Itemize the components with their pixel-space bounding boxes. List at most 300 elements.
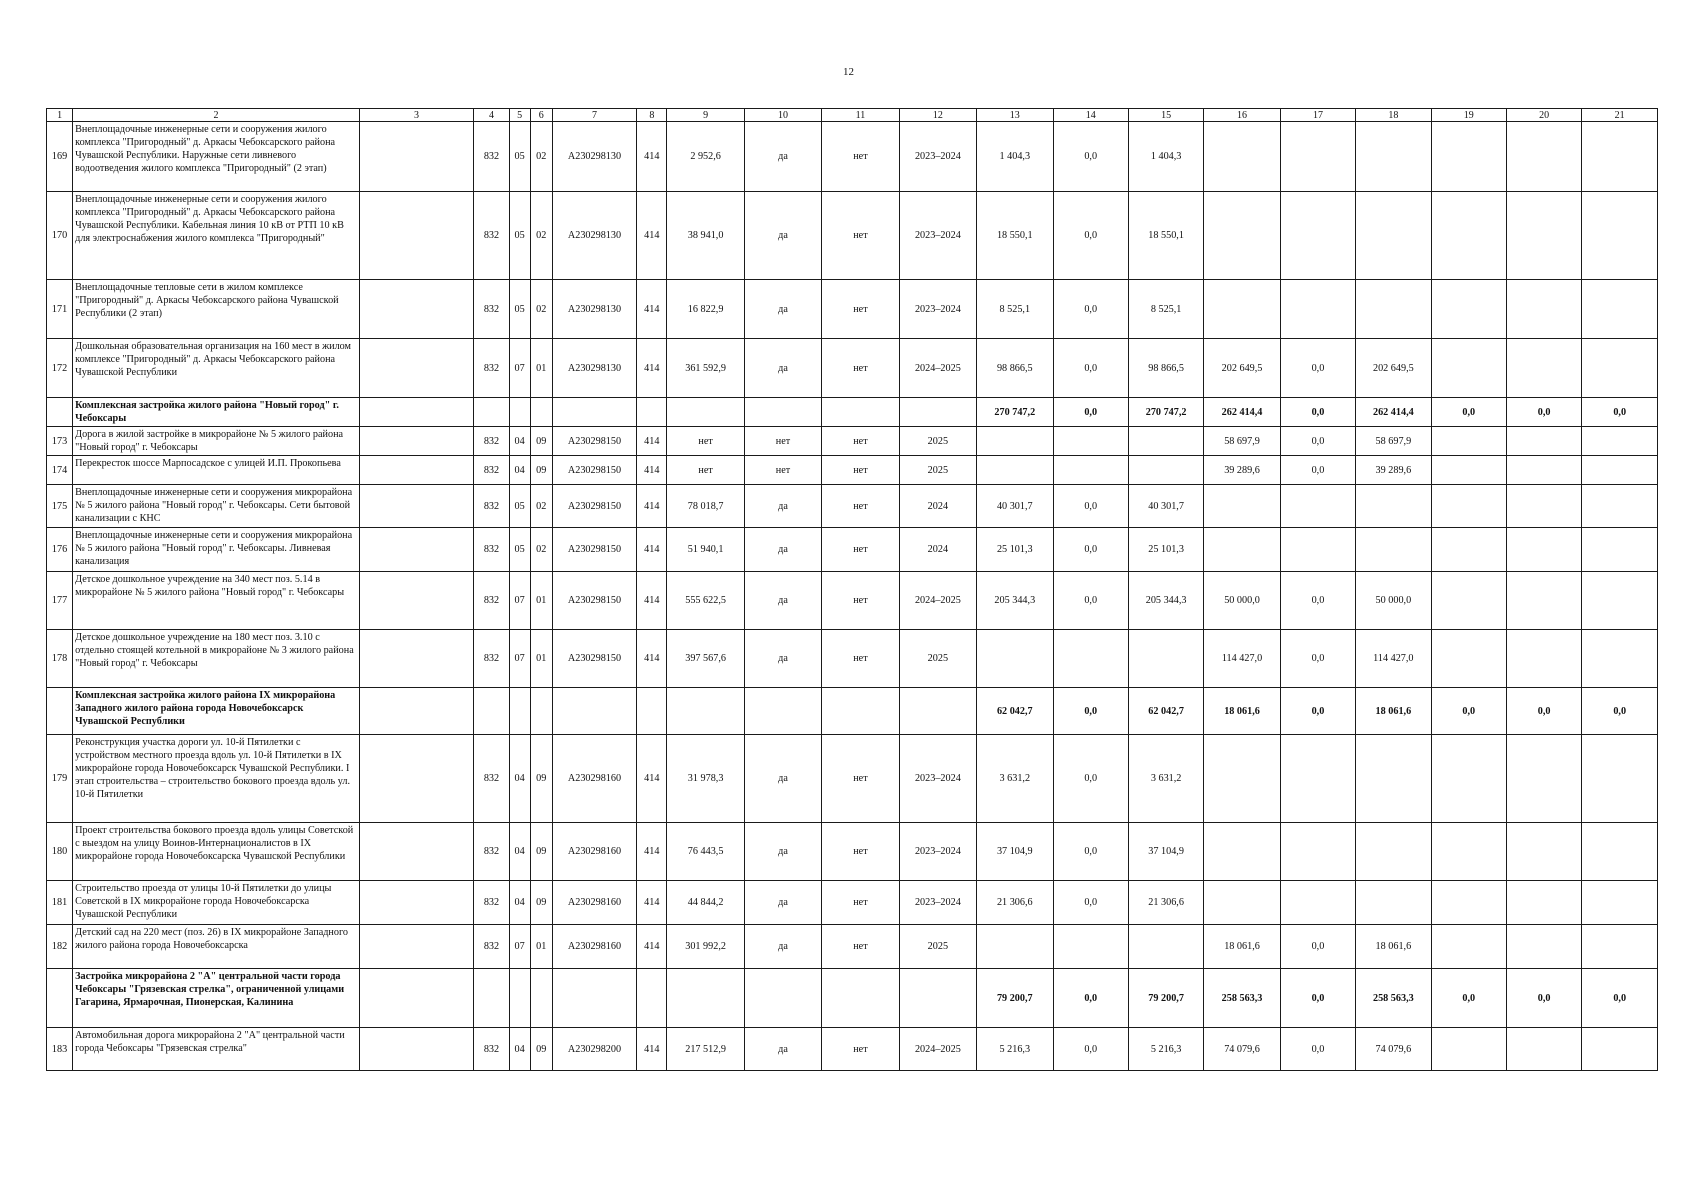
table-row bbox=[47, 339, 1658, 398]
cell-c12: 2024 bbox=[899, 528, 976, 572]
cell-c21 bbox=[1582, 339, 1658, 398]
cell-c4: 832 bbox=[474, 572, 509, 630]
cell-c10: нет bbox=[744, 456, 821, 485]
cell-c20 bbox=[1506, 823, 1581, 881]
cell-c4: 832 bbox=[474, 925, 509, 969]
table-row bbox=[47, 122, 1658, 192]
cell-c18: 18 061,6 bbox=[1356, 925, 1431, 969]
cell-c18: 258 563,3 bbox=[1356, 969, 1431, 1028]
cell-c20 bbox=[1506, 192, 1581, 280]
cell-c4: 832 bbox=[474, 823, 509, 881]
cell-c16 bbox=[1204, 528, 1280, 572]
cell-c7 bbox=[552, 969, 636, 1028]
object-name: Внеплощадочные инженерные сети и сооружения жилого комплекса "Пригородный" д. Аркасы Чебоксарского района Чувашской Республики. Наружные сети ливневого водоотведения жилого комплекса "Пригородный" (2 этап) bbox=[73, 122, 360, 192]
row-number: 178 bbox=[47, 630, 73, 688]
cell-c8: 414 bbox=[637, 735, 667, 823]
cell-c18: 114 427,0 bbox=[1356, 630, 1431, 688]
cell-c20 bbox=[1506, 881, 1581, 925]
cell-c17 bbox=[1280, 528, 1355, 572]
cell-c5: 07 bbox=[509, 630, 530, 688]
cell-c6 bbox=[530, 969, 552, 1028]
cell-c19: 0,0 bbox=[1431, 398, 1506, 427]
cell-c5: 07 bbox=[509, 339, 530, 398]
cell-c16: 202 649,5 bbox=[1204, 339, 1280, 398]
object-name: Детское дошкольное учреждение на 180 мест поз. 3.10 с отдельно стоящей котельной в микрорайоне № 3 жилого района "Новый город" г. Чебоксары bbox=[73, 630, 360, 688]
cell-c3 bbox=[359, 969, 474, 1028]
cell-c12: 2025 bbox=[899, 456, 976, 485]
cell-c15: 62 042,7 bbox=[1128, 688, 1203, 735]
cell-c17 bbox=[1280, 881, 1355, 925]
cell-c13: 270 747,2 bbox=[977, 398, 1053, 427]
row-number: 174 bbox=[47, 456, 73, 485]
object-name: Комплексная застройка жилого района "Новый город" г. Чебоксары bbox=[73, 398, 360, 427]
row-number: 175 bbox=[47, 485, 73, 528]
cell-c14: 0,0 bbox=[1053, 485, 1128, 528]
cell-c12: 2024–2025 bbox=[899, 339, 976, 398]
cell-c10: да bbox=[744, 485, 821, 528]
cell-c17: 0,0 bbox=[1280, 688, 1355, 735]
cell-c13: 21 306,6 bbox=[977, 881, 1053, 925]
cell-c4: 832 bbox=[474, 1028, 509, 1071]
cell-c19 bbox=[1431, 735, 1506, 823]
cell-c6: 02 bbox=[530, 122, 552, 192]
cell-c8: 414 bbox=[637, 339, 667, 398]
cell-c15: 270 747,2 bbox=[1128, 398, 1203, 427]
cell-c13: 62 042,7 bbox=[977, 688, 1053, 735]
cell-c14: 0,0 bbox=[1053, 398, 1128, 427]
cell-c8: 414 bbox=[637, 823, 667, 881]
cell-c6 bbox=[530, 398, 552, 427]
cell-c21: 0,0 bbox=[1582, 688, 1658, 735]
cell-c13: 40 301,7 bbox=[977, 485, 1053, 528]
cell-c14: 0,0 bbox=[1053, 735, 1128, 823]
cell-c19 bbox=[1431, 192, 1506, 280]
cell-c20 bbox=[1506, 456, 1581, 485]
cell-c19 bbox=[1431, 823, 1506, 881]
object-name: Проект строительства бокового проезда вдоль улицы Советской с выездом на улицу Воинов-Интернационалистов в IX микрорайоне города Новочебоксарска Чувашской Республики bbox=[73, 823, 360, 881]
table-row bbox=[47, 528, 1658, 572]
cell-c9 bbox=[667, 398, 744, 427]
cell-c18 bbox=[1356, 528, 1431, 572]
column-header: 15 bbox=[1128, 109, 1203, 122]
cell-c3 bbox=[359, 881, 474, 925]
column-header: 1 bbox=[47, 109, 73, 122]
cell-c4 bbox=[474, 398, 509, 427]
page-number: 12 bbox=[843, 66, 854, 78]
cell-c20 bbox=[1506, 427, 1581, 456]
cell-c21 bbox=[1582, 427, 1658, 456]
cell-c20 bbox=[1506, 280, 1581, 339]
table-row bbox=[47, 427, 1658, 456]
cell-c18: 202 649,5 bbox=[1356, 339, 1431, 398]
cell-c6: 02 bbox=[530, 192, 552, 280]
column-header: 14 bbox=[1053, 109, 1128, 122]
cell-c8: 414 bbox=[637, 192, 667, 280]
cell-c4: 832 bbox=[474, 280, 509, 339]
cell-c17: 0,0 bbox=[1280, 427, 1355, 456]
cell-c8: 414 bbox=[637, 572, 667, 630]
object-name: Автомобильная дорога микрорайона 2 "А" центральной части города Чебоксары "Грязевская стрелка" bbox=[73, 1028, 360, 1071]
column-header: 11 bbox=[822, 109, 899, 122]
cell-c11 bbox=[822, 969, 899, 1028]
cell-c7: А230298150 bbox=[552, 456, 636, 485]
cell-c21 bbox=[1582, 485, 1658, 528]
cell-c14 bbox=[1053, 925, 1128, 969]
cell-c15: 3 631,2 bbox=[1128, 735, 1203, 823]
cell-c15 bbox=[1128, 630, 1203, 688]
cell-c3 bbox=[359, 192, 474, 280]
cell-c19 bbox=[1431, 456, 1506, 485]
cell-c6: 02 bbox=[530, 528, 552, 572]
cell-c5 bbox=[509, 969, 530, 1028]
cell-c17 bbox=[1280, 823, 1355, 881]
cell-c21 bbox=[1582, 456, 1658, 485]
cell-c19 bbox=[1431, 881, 1506, 925]
cell-c19 bbox=[1431, 339, 1506, 398]
cell-c12: 2023–2024 bbox=[899, 280, 976, 339]
cell-c7: А230298130 bbox=[552, 192, 636, 280]
cell-c5: 05 bbox=[509, 122, 530, 192]
table-row bbox=[47, 192, 1658, 280]
cell-c3 bbox=[359, 122, 474, 192]
cell-c4: 832 bbox=[474, 427, 509, 456]
cell-c3 bbox=[359, 398, 474, 427]
cell-c9: 2 952,6 bbox=[667, 122, 744, 192]
cell-c16 bbox=[1204, 192, 1280, 280]
cell-c10 bbox=[744, 688, 821, 735]
cell-c20 bbox=[1506, 528, 1581, 572]
cell-c14: 0,0 bbox=[1053, 122, 1128, 192]
object-name: Строительство проезда от улицы 10-й Пятилетки до улицы Советской в IX микрорайоне города Новочебоксарска Чувашской Республики bbox=[73, 881, 360, 925]
row-number: 170 bbox=[47, 192, 73, 280]
row-number: 181 bbox=[47, 881, 73, 925]
cell-c10: да bbox=[744, 122, 821, 192]
cell-c15: 1 404,3 bbox=[1128, 122, 1203, 192]
cell-c10: да bbox=[744, 572, 821, 630]
cell-c16: 114 427,0 bbox=[1204, 630, 1280, 688]
column-header: 8 bbox=[637, 109, 667, 122]
cell-c4 bbox=[474, 969, 509, 1028]
cell-c11: нет bbox=[822, 528, 899, 572]
column-header: 12 bbox=[899, 109, 976, 122]
cell-c11: нет bbox=[822, 427, 899, 456]
cell-c6: 02 bbox=[530, 280, 552, 339]
cell-c18: 18 061,6 bbox=[1356, 688, 1431, 735]
cell-c3 bbox=[359, 735, 474, 823]
cell-c8: 414 bbox=[637, 881, 667, 925]
cell-c6: 09 bbox=[530, 735, 552, 823]
table-row bbox=[47, 456, 1658, 485]
cell-c4: 832 bbox=[474, 485, 509, 528]
cell-c18: 39 289,6 bbox=[1356, 456, 1431, 485]
cell-c21 bbox=[1582, 122, 1658, 192]
cell-c17: 0,0 bbox=[1280, 925, 1355, 969]
object-name: Застройка микрорайона 2 "А" центральной части города Чебоксары "Грязевская стрелка", ограниченной улицами Гагарина, Ярмарочная, Пионерская, Калинина bbox=[73, 969, 360, 1028]
cell-c9: нет bbox=[667, 456, 744, 485]
row-number: 176 bbox=[47, 528, 73, 572]
cell-c9 bbox=[667, 969, 744, 1028]
cell-c9: 44 844,2 bbox=[667, 881, 744, 925]
cell-c13 bbox=[977, 456, 1053, 485]
cell-c19 bbox=[1431, 485, 1506, 528]
cell-c12 bbox=[899, 398, 976, 427]
cell-c7: А230298160 bbox=[552, 735, 636, 823]
cell-c10: да bbox=[744, 735, 821, 823]
cell-c6: 01 bbox=[530, 630, 552, 688]
cell-c16: 58 697,9 bbox=[1204, 427, 1280, 456]
group-row bbox=[47, 398, 1658, 427]
table-row bbox=[47, 485, 1658, 528]
cell-c17: 0,0 bbox=[1280, 630, 1355, 688]
cell-c3 bbox=[359, 688, 474, 735]
cell-c19 bbox=[1431, 630, 1506, 688]
cell-c10: да bbox=[744, 280, 821, 339]
cell-c17: 0,0 bbox=[1280, 1028, 1355, 1071]
cell-c14 bbox=[1053, 630, 1128, 688]
cell-c7 bbox=[552, 688, 636, 735]
table-row bbox=[47, 823, 1658, 881]
cell-c14: 0,0 bbox=[1053, 881, 1128, 925]
cell-c19 bbox=[1431, 122, 1506, 192]
cell-c13: 37 104,9 bbox=[977, 823, 1053, 881]
cell-c5: 07 bbox=[509, 925, 530, 969]
cell-c15: 98 866,5 bbox=[1128, 339, 1203, 398]
cell-c8: 414 bbox=[637, 456, 667, 485]
cell-c18 bbox=[1356, 881, 1431, 925]
cell-c7: А230298150 bbox=[552, 528, 636, 572]
cell-c16: 74 079,6 bbox=[1204, 1028, 1280, 1071]
cell-c15 bbox=[1128, 925, 1203, 969]
cell-c15: 40 301,7 bbox=[1128, 485, 1203, 528]
cell-c17 bbox=[1280, 122, 1355, 192]
cell-c14: 0,0 bbox=[1053, 339, 1128, 398]
object-name: Детский сад на 220 мест (поз. 26) в IX микрорайоне Западного жилого района города Новочебоксарска bbox=[73, 925, 360, 969]
cell-c17 bbox=[1280, 485, 1355, 528]
table-row bbox=[47, 280, 1658, 339]
column-header: 6 bbox=[530, 109, 552, 122]
table-row bbox=[47, 1028, 1658, 1071]
cell-c5: 05 bbox=[509, 192, 530, 280]
object-name: Внеплощадочные тепловые сети в жилом комплексе "Пригородный" д. Аркасы Чебоксарского района Чувашской Республики (2 этап) bbox=[73, 280, 360, 339]
cell-c11: нет bbox=[822, 456, 899, 485]
cell-c20 bbox=[1506, 925, 1581, 969]
table-body bbox=[47, 109, 1658, 1071]
cell-c15: 5 216,3 bbox=[1128, 1028, 1203, 1071]
cell-c6: 09 bbox=[530, 823, 552, 881]
cell-c13: 98 866,5 bbox=[977, 339, 1053, 398]
cell-c15: 205 344,3 bbox=[1128, 572, 1203, 630]
object-name: Комплексная застройка жилого района IX микрорайона Западного жилого района города Новочебоксарск Чувашской Республики bbox=[73, 688, 360, 735]
cell-c14: 0,0 bbox=[1053, 969, 1128, 1028]
cell-c18 bbox=[1356, 485, 1431, 528]
cell-c3 bbox=[359, 572, 474, 630]
row-number: 183 bbox=[47, 1028, 73, 1071]
cell-c11: нет bbox=[822, 823, 899, 881]
cell-c16: 18 061,6 bbox=[1204, 688, 1280, 735]
cell-c6: 01 bbox=[530, 925, 552, 969]
cell-c21 bbox=[1582, 280, 1658, 339]
cell-c5: 05 bbox=[509, 485, 530, 528]
cell-c16: 18 061,6 bbox=[1204, 925, 1280, 969]
table-row bbox=[47, 881, 1658, 925]
cell-c7: А230298200 bbox=[552, 1028, 636, 1071]
cell-c21 bbox=[1582, 192, 1658, 280]
column-header: 5 bbox=[509, 109, 530, 122]
cell-c11: нет bbox=[822, 339, 899, 398]
header-row bbox=[47, 109, 1658, 122]
cell-c14: 0,0 bbox=[1053, 572, 1128, 630]
cell-c12: 2023–2024 bbox=[899, 192, 976, 280]
cell-c7: А230298150 bbox=[552, 630, 636, 688]
cell-c13: 3 631,2 bbox=[977, 735, 1053, 823]
cell-c19 bbox=[1431, 925, 1506, 969]
cell-c15 bbox=[1128, 456, 1203, 485]
cell-c20: 0,0 bbox=[1506, 969, 1581, 1028]
cell-c10 bbox=[744, 969, 821, 1028]
object-name: Реконструкция участка дороги ул. 10-й Пятилетки с устройством местного проезда вдоль ул. 10-й Пятилетки в IX микрорайоне города Новочебоксарск Чувашской Республики. I этап строительства – строительство бокового проезда вдоль ул. 10-й Пятилетки bbox=[73, 735, 360, 823]
cell-c13: 25 101,3 bbox=[977, 528, 1053, 572]
cell-c15: 37 104,9 bbox=[1128, 823, 1203, 881]
cell-c5: 04 bbox=[509, 456, 530, 485]
row-number: 172 bbox=[47, 339, 73, 398]
cell-c18 bbox=[1356, 122, 1431, 192]
row-number bbox=[47, 969, 73, 1028]
cell-c3 bbox=[359, 528, 474, 572]
cell-c17: 0,0 bbox=[1280, 339, 1355, 398]
row-number: 179 bbox=[47, 735, 73, 823]
row-number: 177 bbox=[47, 572, 73, 630]
cell-c19: 0,0 bbox=[1431, 969, 1506, 1028]
row-number: 169 bbox=[47, 122, 73, 192]
cell-c7: А230298160 bbox=[552, 823, 636, 881]
cell-c12: 2024–2025 bbox=[899, 572, 976, 630]
cell-c9: 361 592,9 bbox=[667, 339, 744, 398]
cell-c20: 0,0 bbox=[1506, 688, 1581, 735]
cell-c17: 0,0 bbox=[1280, 456, 1355, 485]
cell-c3 bbox=[359, 823, 474, 881]
cell-c11: нет bbox=[822, 881, 899, 925]
cell-c7: А230298130 bbox=[552, 122, 636, 192]
object-name: Детское дошкольное учреждение на 340 мест поз. 5.14 в микрорайоне № 5 жилого района "Новый город" г. Чебоксары bbox=[73, 572, 360, 630]
cell-c5: 05 bbox=[509, 528, 530, 572]
cell-c16 bbox=[1204, 122, 1280, 192]
cell-c11 bbox=[822, 398, 899, 427]
cell-c20 bbox=[1506, 1028, 1581, 1071]
cell-c9: 555 622,5 bbox=[667, 572, 744, 630]
cell-c15: 21 306,6 bbox=[1128, 881, 1203, 925]
object-name: Дошкольная образовательная организация на 160 мест в жилом комплексе "Пригородный" д. Аркасы Чебоксарского района Чувашской Республики bbox=[73, 339, 360, 398]
cell-c14 bbox=[1053, 427, 1128, 456]
cell-c21: 0,0 bbox=[1582, 398, 1658, 427]
cell-c15: 25 101,3 bbox=[1128, 528, 1203, 572]
cell-c11: нет bbox=[822, 925, 899, 969]
cell-c13: 5 216,3 bbox=[977, 1028, 1053, 1071]
column-header: 9 bbox=[667, 109, 744, 122]
cell-c9: 31 978,3 bbox=[667, 735, 744, 823]
cell-c16 bbox=[1204, 280, 1280, 339]
cell-c21 bbox=[1582, 528, 1658, 572]
cell-c20 bbox=[1506, 339, 1581, 398]
cell-c17: 0,0 bbox=[1280, 572, 1355, 630]
cell-c6: 09 bbox=[530, 456, 552, 485]
cell-c3 bbox=[359, 456, 474, 485]
cell-c5: 04 bbox=[509, 735, 530, 823]
cell-c13: 18 550,1 bbox=[977, 192, 1053, 280]
cell-c20 bbox=[1506, 122, 1581, 192]
cell-c14: 0,0 bbox=[1053, 192, 1128, 280]
cell-c5 bbox=[509, 398, 530, 427]
column-header: 13 bbox=[977, 109, 1053, 122]
cell-c10: нет bbox=[744, 427, 821, 456]
object-name: Внеплощадочные инженерные сети и сооружения микрорайона № 5 жилого района "Новый город" г. Чебоксары. Сети бытовой канализации с КНС bbox=[73, 485, 360, 528]
cell-c4: 832 bbox=[474, 456, 509, 485]
cell-c21 bbox=[1582, 881, 1658, 925]
cell-c10: да bbox=[744, 630, 821, 688]
column-header: 17 bbox=[1280, 109, 1355, 122]
cell-c3 bbox=[359, 630, 474, 688]
cell-c10: да bbox=[744, 192, 821, 280]
cell-c13: 79 200,7 bbox=[977, 969, 1053, 1028]
cell-c21: 0,0 bbox=[1582, 969, 1658, 1028]
cell-c10 bbox=[744, 398, 821, 427]
row-number bbox=[47, 688, 73, 735]
cell-c17 bbox=[1280, 735, 1355, 823]
cell-c3 bbox=[359, 925, 474, 969]
cell-c11: нет bbox=[822, 572, 899, 630]
cell-c8: 414 bbox=[637, 1028, 667, 1071]
cell-c12: 2025 bbox=[899, 630, 976, 688]
cell-c16: 258 563,3 bbox=[1204, 969, 1280, 1028]
cell-c3 bbox=[359, 280, 474, 339]
column-header: 21 bbox=[1582, 109, 1658, 122]
cell-c10: да bbox=[744, 1028, 821, 1071]
cell-c16: 262 414,4 bbox=[1204, 398, 1280, 427]
cell-c19 bbox=[1431, 280, 1506, 339]
cell-c4: 832 bbox=[474, 122, 509, 192]
column-header: 2 bbox=[73, 109, 360, 122]
cell-c12: 2023–2024 bbox=[899, 823, 976, 881]
cell-c4 bbox=[474, 688, 509, 735]
cell-c8: 414 bbox=[637, 630, 667, 688]
cell-c5: 05 bbox=[509, 280, 530, 339]
cell-c16 bbox=[1204, 485, 1280, 528]
cell-c15: 79 200,7 bbox=[1128, 969, 1203, 1028]
cell-c19 bbox=[1431, 572, 1506, 630]
column-header: 20 bbox=[1506, 109, 1581, 122]
cell-c7 bbox=[552, 398, 636, 427]
cell-c18: 74 079,6 bbox=[1356, 1028, 1431, 1071]
budget-table bbox=[46, 108, 1658, 1071]
cell-c9: нет bbox=[667, 427, 744, 456]
row-number: 182 bbox=[47, 925, 73, 969]
cell-c16: 50 000,0 bbox=[1204, 572, 1280, 630]
cell-c12: 2025 bbox=[899, 925, 976, 969]
cell-c5 bbox=[509, 688, 530, 735]
cell-c20 bbox=[1506, 572, 1581, 630]
cell-c8: 414 bbox=[637, 427, 667, 456]
cell-c4: 832 bbox=[474, 528, 509, 572]
cell-c7: А230298160 bbox=[552, 925, 636, 969]
cell-c14: 0,0 bbox=[1053, 280, 1128, 339]
cell-c10: да bbox=[744, 339, 821, 398]
cell-c11: нет bbox=[822, 735, 899, 823]
cell-c19: 0,0 bbox=[1431, 688, 1506, 735]
table-row bbox=[47, 630, 1658, 688]
cell-c11 bbox=[822, 688, 899, 735]
cell-c5: 04 bbox=[509, 427, 530, 456]
cell-c7: А230298160 bbox=[552, 881, 636, 925]
cell-c8: 414 bbox=[637, 122, 667, 192]
